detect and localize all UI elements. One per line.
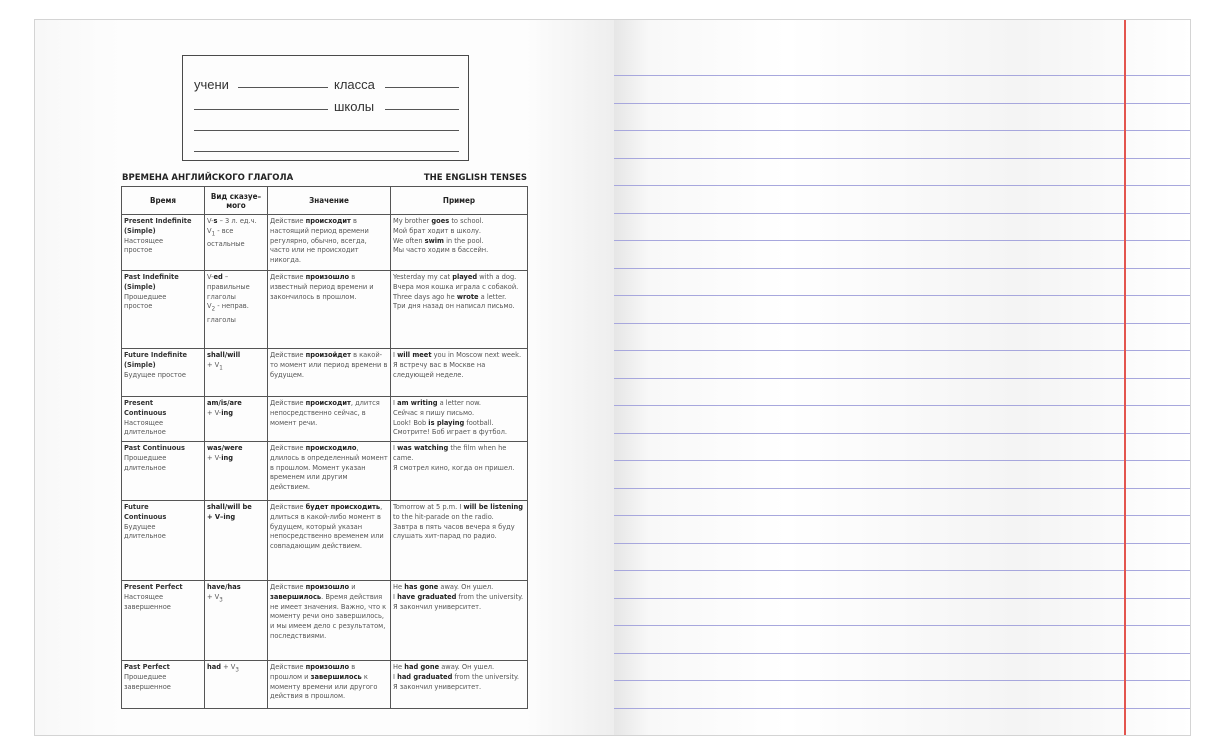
- tense-name-cell: [122, 397, 205, 442]
- tense-name: (Simple): [124, 281, 156, 291]
- table-row: [122, 349, 528, 397]
- ruled-line: [614, 708, 1191, 709]
- ruled-line: [614, 405, 1191, 406]
- tense-name-cell: [122, 349, 205, 397]
- ruled-line: [614, 323, 1191, 324]
- table-title-en: THE ENGLISH TENSES: [423, 173, 527, 183]
- tense-name: Present: [124, 398, 154, 407]
- header-tense: Время: [122, 187, 205, 215]
- tense-name-cell: [122, 271, 205, 349]
- meaning-cell: Действие происходит в настоящий период времени регулярно, обычно, всегда, часто или не происходит никогда.: [268, 215, 391, 271]
- class-line: [385, 87, 459, 88]
- table-row: [122, 442, 528, 501]
- owner-label-box: [182, 55, 469, 161]
- ruled-line: [614, 130, 1191, 131]
- tense-name-ru: завершенное: [124, 601, 171, 611]
- ruled-line: [614, 625, 1191, 626]
- example-cell: I am writing a letter now. Сейчас я пишу письмо. Look! Bob is playing football. Смотрите! Боб играет в футбол.: [391, 397, 528, 442]
- tense-name: Past Perfect: [124, 662, 170, 671]
- tense-name-ru: Будущее простое: [124, 369, 186, 379]
- example-cell: I was watching the film when he came. Я смотрел кино, когда он пришел.: [391, 442, 528, 501]
- ruled-line: [614, 185, 1191, 186]
- ruled-line: [614, 460, 1191, 461]
- ruled-line: [614, 488, 1191, 489]
- verb-form-cell: am/is/are + V-ing: [205, 397, 268, 442]
- ruled-line: [614, 378, 1191, 379]
- example-cell: He has gone away. Он ушел. I have graduated from the university. Я закончил университет.: [391, 581, 528, 661]
- tense-name: (Simple): [124, 225, 156, 235]
- ruled-line: [614, 158, 1191, 159]
- example-cell: My brother goes to school. Мой брат ходит в школу. We often swim in the pool. Мы часто ходим в бассейн.: [391, 215, 528, 271]
- verb-form-cell: V-s – 3 л. ед.ч. $V_1$ - все остальные: [205, 215, 268, 271]
- tense-name: Continuous: [124, 407, 167, 417]
- verb-form-cell: V-ed – правильные глаголы $V_2$ - неправ. глаголы: [205, 271, 268, 349]
- margin-line: [1124, 20, 1126, 735]
- tense-name: Future Indefinite: [124, 350, 188, 359]
- tense-name: Present Perfect: [124, 582, 183, 591]
- tense-name-cell: [122, 215, 205, 271]
- tense-name-ru: Прошедшее: [124, 452, 167, 462]
- ruled-line: [614, 433, 1191, 434]
- ruled-line: [614, 598, 1191, 599]
- verb-form-cell: shall/will be + V–ing: [205, 501, 268, 581]
- tense-name-ru: Настоящее: [124, 591, 164, 601]
- ruled-line: [614, 268, 1191, 269]
- tense-name-ru: Настоящее: [124, 235, 164, 245]
- tense-name-ru: длительное: [124, 427, 166, 437]
- header-example: Пример: [391, 187, 528, 215]
- meaning-cell: Действие произошло в прошлом и завершилось к моменту времени или другого действия в прошлом.: [268, 661, 391, 709]
- pupil-label: учени: [194, 77, 229, 92]
- name-line: [194, 109, 328, 110]
- blank-line-2: [194, 151, 459, 152]
- ruled-line: [614, 75, 1191, 76]
- meaning-cell: Действие происходит, длится непосредственно сейчас, в момент речи.: [268, 397, 391, 442]
- table-row: [122, 397, 528, 442]
- table-title-ru: ВРЕМЕНА АНГЛИЙСКОГО ГЛАГОЛА: [122, 173, 294, 183]
- tense-name-ru: длительное: [124, 462, 166, 472]
- verb-form-cell: shall/will + $V_1$: [205, 349, 268, 397]
- tense-name-cell: [122, 442, 205, 501]
- meaning-cell: Действие произошло и завершилось. Время действия не имеет значения. Важно, что к моменту речи оно завершилось, и мы имеем дело с результатом, последствиями.: [268, 581, 391, 661]
- table-row: [122, 661, 528, 709]
- table-row: [122, 271, 528, 349]
- ruled-line: [614, 653, 1191, 654]
- tense-name-ru: Прошедшее: [124, 291, 167, 301]
- meaning-cell: Действие происходило, длилось в определенный момент в прошлом. Момент указан временем или другим действием.: [268, 442, 391, 501]
- verb-form-cell: had + $V_3$: [205, 661, 268, 709]
- tense-name: (Simple): [124, 359, 156, 369]
- table-row: [122, 215, 528, 271]
- example-cell: He had gone away. Он ушел. I had graduated from the university. Я закончил университет.: [391, 661, 528, 709]
- tenses-table-body: [122, 215, 528, 709]
- tense-name-ru: Будущее: [124, 521, 156, 531]
- example-cell: Tomorrow at 5 p.m. I will be listening to the hit-parade on the radio. Завтра в пять часов вечера я буду слушать хит-парад по радио.: [391, 501, 528, 581]
- meaning-cell: Действие будет происходить, длиться в какой-либо момент в будущем, который указан непосредственно временем или совпадающим действием.: [268, 501, 391, 581]
- tense-name-ru: простое: [124, 301, 153, 311]
- tense-name-ru: завершенное: [124, 681, 171, 691]
- ruled-line: [614, 213, 1191, 214]
- blank-line-1: [194, 130, 459, 131]
- ruled-line: [614, 295, 1191, 296]
- tense-name-cell: [122, 501, 205, 581]
- ruled-line: [614, 240, 1191, 241]
- school-line: [385, 109, 459, 110]
- meaning-cell: Действие произошло в известный период времени и закончилось в прошлом.: [268, 271, 391, 349]
- example-cell: I will meet you in Moscow next week. Я встречу вас в Москве на следующей неделе.: [391, 349, 528, 397]
- tenses-table: [121, 186, 528, 709]
- tense-name-cell: [122, 661, 205, 709]
- tense-name: Past Continuous: [124, 443, 185, 452]
- tense-name-cell: [122, 581, 205, 661]
- notebook-spread: [34, 19, 1191, 736]
- ruled-line: [614, 103, 1191, 104]
- tense-name-ru: Прошедшее: [124, 671, 167, 681]
- verb-form-cell: have/has + $V_3$: [205, 581, 268, 661]
- header-meaning: Значение: [268, 187, 391, 215]
- tense-name-ru: длительное: [124, 531, 166, 541]
- table-header-row: [122, 187, 528, 215]
- notebook-cover-inner-page: [35, 20, 614, 735]
- pupil-name-line: [238, 87, 328, 88]
- ruled-page: [614, 20, 1191, 735]
- tense-name: Past Indefinite: [124, 272, 179, 281]
- ruled-line: [614, 515, 1191, 516]
- tense-name: Future: [124, 502, 149, 511]
- meaning-cell: Действие произойдет в какой-то момент или период времени в будущем.: [268, 349, 391, 397]
- school-label: школы: [334, 99, 375, 114]
- tense-name-ru: простое: [124, 245, 153, 255]
- class-label: класса: [334, 77, 375, 92]
- ruled-line: [614, 570, 1191, 571]
- tense-name-ru: Настоящее: [124, 417, 164, 427]
- header-form: Вид сказуе– мого: [205, 187, 268, 215]
- ruled-line: [614, 543, 1191, 544]
- verb-form-cell: was/were + V-ing: [205, 442, 268, 501]
- ruled-line: [614, 350, 1191, 351]
- table-row: [122, 581, 528, 661]
- ruled-line: [614, 680, 1191, 681]
- tense-name: Present Indefinite: [124, 216, 192, 225]
- table-row: [122, 501, 528, 581]
- example-cell: Yesterday my cat played with a dog. Вчера моя кошка играла с собакой. Three days ago he wrote a letter. Три дня назад он написал письмо.: [391, 271, 528, 349]
- tense-name: Continuous: [124, 511, 167, 521]
